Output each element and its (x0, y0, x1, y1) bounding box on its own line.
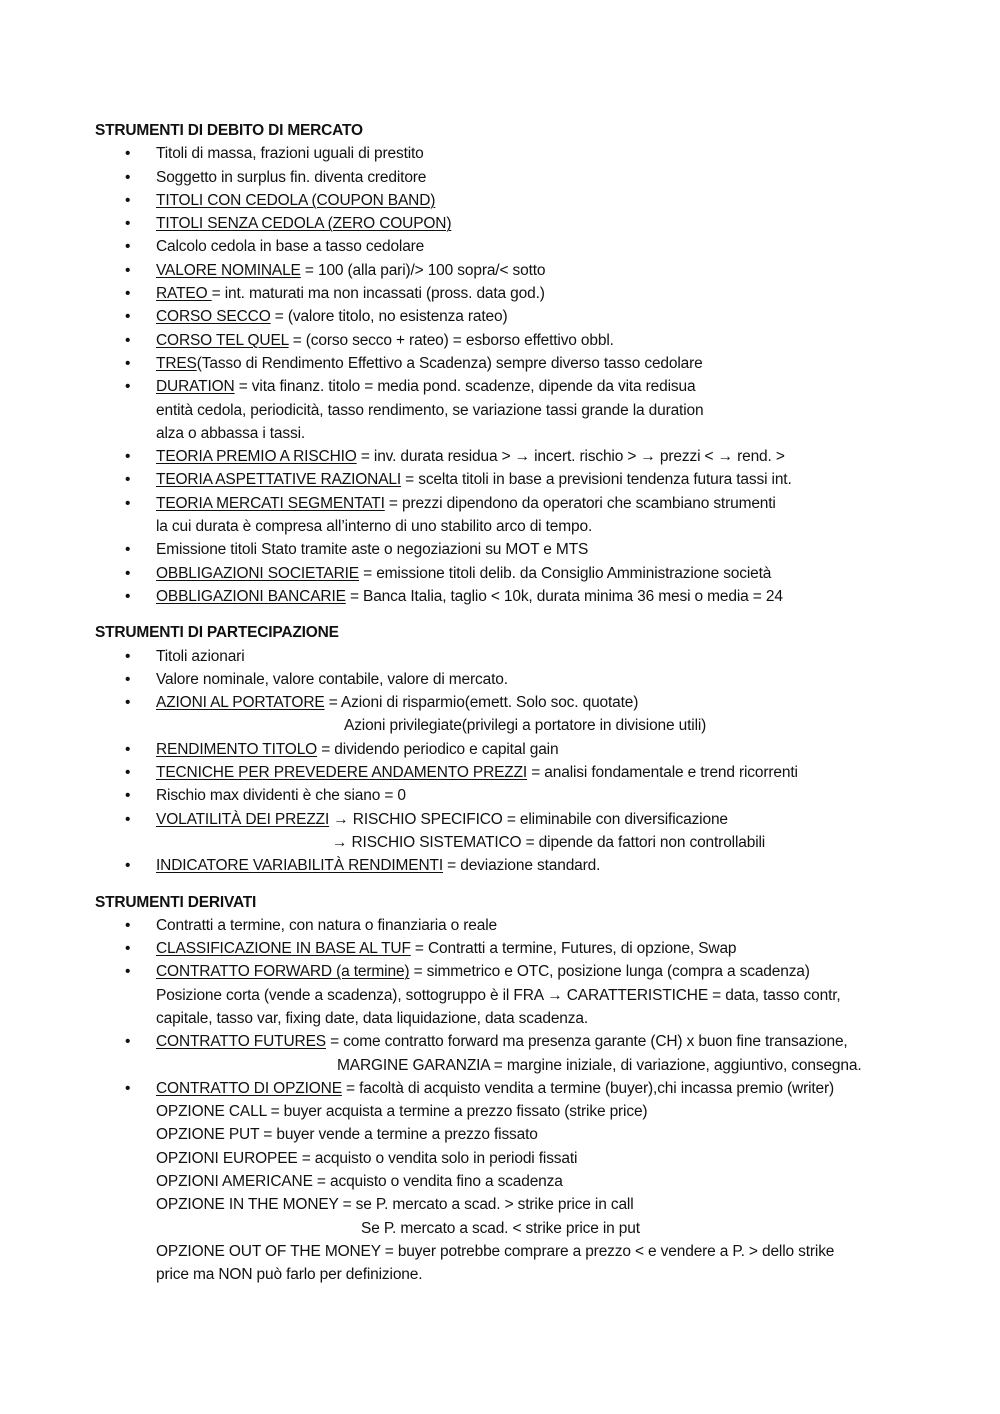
item-term: CONTRATTO FUTURES (156, 1033, 326, 1051)
item-text: = prezzi dipendono da operatori che scambiano strumenti (384, 494, 776, 512)
item-text: = vita finanz. titolo = media pond. scadenze, dipende da vita redisua (234, 378, 696, 396)
item-term: DURATION (156, 378, 235, 396)
item-text: Titoli di massa, frazioni uguali di prestito (156, 145, 424, 163)
bullet-list (95, 645, 955, 878)
item-term: OBBLIGAZIONI SOCIETARIE (156, 564, 359, 582)
item-term: TECNICHE PER PREVEDERE ANDAMENTO PREZZI (156, 764, 528, 782)
item-text: = dividendo periodico e capital gain (317, 740, 559, 758)
item-term: CONTRATTO DI OPZIONE (156, 1079, 342, 1097)
item-text: Valore nominale, valore contabile, valore di mercato. (156, 670, 508, 688)
list-item (95, 808, 955, 855)
item-text: = Azioni di risparmio(emett. Solo soc. quotate) (324, 694, 639, 712)
item-text: → RISCHIO SPECIFICO = eliminabile con diversificazione (329, 810, 728, 828)
list-item (95, 585, 955, 608)
list-item (95, 562, 955, 585)
item-continuation: MARGINE GARANZIA = margine iniziale, di variazione, aggiuntivo, consegna. (337, 1056, 862, 1074)
item-text: = deviazione standard. (443, 857, 601, 875)
section-heading: STRUMENTI DI DEBITO DI MERCATO (95, 122, 363, 139)
item-continuation: OPZIONE IN THE MONEY = se P. mercato a scad. > strike price in call (156, 1196, 634, 1214)
item-continuation: la cui durata è compresa all’interno di uno stabilito arco di tempo. (156, 518, 593, 536)
item-continuation: OPZIONE CALL = buyer acquista a termine a prezzo fissato (strike price) (156, 1103, 648, 1121)
section-heading: STRUMENTI DERIVATI (95, 893, 257, 911)
list-item (95, 668, 955, 691)
item-term: TEORIA MERCATI SEGMENTATI (156, 494, 385, 512)
list-item (95, 212, 955, 235)
item-text: (Tasso di Rendimento Effettivo a Scadenza) sempre diverso tasso cedolare (196, 354, 703, 372)
item-text: = come contratto forward ma presenza garante (CH) x buon fine transazione, (325, 1033, 848, 1051)
list-item (95, 235, 955, 258)
list-item (95, 784, 955, 807)
item-text: = Contratti a termine, Futures, di opzione, Swap (410, 940, 737, 958)
list-item (95, 761, 955, 784)
item-text: = int. maturati ma non incassati (pross. data god.) (211, 285, 545, 303)
item-continuation: capitale, tasso var, fixing date, data liquidazione, data scadenza. (156, 1009, 588, 1027)
list-item (95, 189, 955, 212)
bullet-list (95, 142, 955, 608)
item-continuation: entità cedola, periodicità, tasso rendimento, se variazione tassi grande la duration (156, 401, 704, 419)
section-derivati (95, 891, 955, 1287)
section-heading: STRUMENTI DI PARTECIPAZIONE (95, 624, 339, 642)
list-item (95, 738, 955, 761)
document-page (95, 119, 955, 1300)
item-text: = Banca Italia, taglio < 10k, durata minima 36 mesi o media = 24 (345, 587, 783, 605)
item-term: TRES (156, 354, 197, 372)
list-item (95, 538, 955, 561)
item-term: TEORIA PREMIO A RISCHIO (156, 448, 357, 466)
item-text: = inv. durata residua > → incert. rischio > → prezzi < → rend. > (356, 448, 785, 466)
item-term: CONTRATTO FORWARD (a termine) (156, 963, 410, 981)
list-item (95, 960, 955, 1030)
list-item (95, 445, 955, 468)
list-item (95, 166, 955, 189)
item-term: RENDIMENTO TITOLO (156, 740, 318, 758)
item-term: TITOLI CON CEDOLA (COUPON BAND) (156, 191, 436, 209)
item-continuation: Se P. mercato a scad. < strike price in put (361, 1219, 640, 1237)
list-item (95, 645, 955, 668)
item-text: = (valore titolo, no esistenza rateo) (270, 308, 508, 326)
item-continuation: OPZIONI EUROPEE = acquisto o vendita solo in periodi fissati (156, 1149, 578, 1167)
list-item (95, 1030, 955, 1077)
item-text: Rischio max dividenti è che siano = 0 (156, 787, 406, 805)
list-item (95, 468, 955, 491)
item-text: Contratti a termine, con natura o finanziaria o reale (156, 916, 497, 934)
item-continuation: price ma NON può farlo per definizione. (156, 1266, 423, 1284)
bullet-list (95, 914, 955, 1287)
list-item (95, 492, 955, 539)
list-item (95, 937, 955, 960)
item-term: VOLATILITÀ DEI PREZZI (156, 810, 330, 828)
item-term: VALORE NOMINALE (156, 261, 301, 279)
list-item (95, 259, 955, 282)
list-item (95, 375, 955, 445)
item-continuation: OPZIONI AMERICANE = acquisto o vendita fino a scadenza (156, 1173, 563, 1191)
item-continuation: Azioni privilegiate(privilegi a portatore in divisione utili) (344, 717, 707, 735)
list-item (95, 914, 955, 937)
item-text: Emissione titoli Stato tramite aste o negoziazioni su MOT e MTS (156, 541, 589, 559)
item-term: CORSO SECCO (156, 308, 271, 326)
item-term: CLASSIFICAZIONE IN BASE AL TUF (156, 940, 411, 958)
list-item (95, 282, 955, 305)
item-continuation: OPZIONE OUT OF THE MONEY = buyer potrebbe comprare a prezzo < e vendere a P. > dello strike (156, 1242, 835, 1260)
item-text: = 100 (alla pari)/> 100 sopra/< sotto (300, 261, 546, 279)
list-item (95, 305, 955, 328)
list-item (95, 142, 955, 165)
section-debito (95, 119, 955, 608)
item-continuation: alza o abbassa i tassi. (156, 424, 306, 442)
item-text: = facoltà di acquisto vendita a termine (buyer),chi incassa premio (writer) (341, 1079, 835, 1097)
item-term: RATEO (156, 285, 212, 303)
item-term: CORSO TEL QUEL (156, 331, 289, 349)
item-continuation: OPZIONE PUT = buyer vende a termine a prezzo fissato (156, 1126, 538, 1144)
item-term: INDICATORE VARIABILITÀ RENDIMENTI (156, 857, 444, 875)
list-item (95, 329, 955, 352)
item-text: Calcolo cedola in base a tasso cedolare (156, 238, 425, 256)
item-text: Titoli azionari (156, 647, 245, 665)
list-item (95, 691, 955, 738)
item-text: Soggetto in surplus fin. diventa creditore (156, 168, 427, 186)
list-item (95, 854, 955, 877)
item-term: AZIONI AL PORTATORE (156, 694, 325, 712)
section-partecipazione (95, 621, 955, 877)
item-continuation: → RISCHIO SISTEMATICO = dipende da fattori non controllabili (332, 833, 766, 851)
item-term: OBBLIGAZIONI BANCARIE (156, 587, 346, 605)
item-continuation: Posizione corta (vende a scadenza), sottogruppo è il FRA → CARATTERISTICHE = data, tasso contr, (156, 986, 841, 1004)
item-term: TEORIA ASPETTATIVE RAZIONALI (156, 471, 402, 489)
list-item (95, 352, 955, 375)
item-text: = (corso secco + rateo) = esborso effettivo obbl. (288, 331, 614, 349)
item-text: = emissione titoli delib. da Consiglio Amministrazione società (358, 564, 772, 582)
item-text: = simmetrico e OTC, posizione lunga (compra a scadenza) (409, 963, 810, 981)
item-term: TITOLI SENZA CEDOLA (ZERO COUPON) (156, 215, 452, 233)
item-text: = scelta titoli in base a previsioni tendenza futura tassi int. (401, 471, 792, 489)
item-text: = analisi fondamentale e trend ricorrenti (527, 764, 798, 782)
list-item (95, 1077, 955, 1287)
